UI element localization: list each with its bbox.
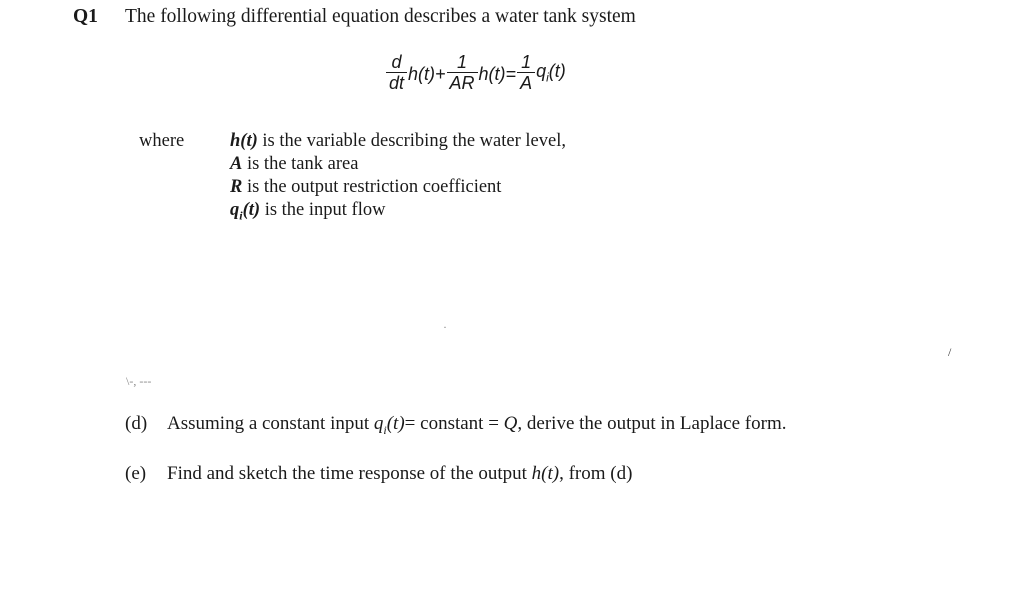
part-label: (e) bbox=[125, 463, 147, 484]
part-text-post: , derive the output in Laplace form. bbox=[517, 413, 787, 434]
part-variable-tail: (t) bbox=[386, 413, 405, 434]
derivative-numerator: d bbox=[391, 51, 402, 72]
definition-symbol-tail: (t) bbox=[242, 200, 261, 220]
part-text-mid: = constant = bbox=[404, 413, 504, 434]
definition-a bbox=[230, 154, 358, 175]
scan-artifact-center: · bbox=[443, 320, 447, 334]
fraction-ar-numerator: 1 bbox=[457, 51, 468, 72]
definition-h bbox=[230, 131, 566, 152]
definition-qi bbox=[230, 200, 385, 224]
part-variable-subscript: i bbox=[383, 422, 387, 437]
fraction-one-over-a bbox=[517, 52, 535, 93]
part-d bbox=[125, 413, 786, 438]
part-constant: Q bbox=[503, 413, 518, 434]
definition-symbol-q: q bbox=[230, 200, 240, 220]
part-variable-q: q bbox=[373, 413, 384, 434]
definition-text: is the tank area bbox=[242, 154, 359, 174]
equation-q-subscript: i bbox=[546, 70, 549, 85]
derivative-denominator: dt bbox=[386, 72, 407, 93]
part-text-pre: Assuming a constant input bbox=[167, 413, 374, 434]
derivative-operator bbox=[386, 52, 407, 93]
part-e bbox=[125, 463, 632, 485]
equation-term-h: h(t)+ bbox=[408, 64, 446, 84]
question-number: Q1 bbox=[73, 6, 98, 27]
fraction-a-denominator: A bbox=[517, 72, 535, 93]
equation-q: q bbox=[536, 60, 547, 81]
where-label: where bbox=[139, 131, 185, 151]
definition-symbol: R bbox=[230, 177, 243, 197]
question-intro: The following differential equation describes a water tank system bbox=[125, 6, 636, 27]
definition-text: is the output restriction coefficient bbox=[242, 177, 502, 197]
part-text-post: , from (d) bbox=[559, 463, 633, 484]
part-variable: h(t) bbox=[531, 463, 560, 484]
equation-term-qi bbox=[536, 61, 566, 88]
differential-equation bbox=[385, 44, 566, 100]
definition-symbol: h(t) bbox=[230, 131, 258, 151]
fraction-one-over-ar bbox=[447, 52, 478, 93]
part-variable bbox=[373, 413, 405, 437]
part-label: (d) bbox=[125, 413, 148, 434]
scan-artifact-left: \-, --- bbox=[126, 374, 152, 388]
equation-term-h-equals: h(t)= bbox=[478, 64, 517, 84]
fraction-a-numerator: 1 bbox=[521, 51, 532, 72]
part-text-pre: Find and sketch the time response of the output bbox=[167, 463, 532, 484]
scan-artifact-right: / bbox=[948, 345, 952, 359]
definition-symbol bbox=[230, 200, 261, 223]
fraction-ar-denominator: AR bbox=[447, 72, 478, 93]
definition-symbol: A bbox=[230, 154, 243, 174]
equation-q-arg: (t) bbox=[548, 60, 566, 81]
definition-r bbox=[230, 177, 501, 198]
definition-text: is the input flow bbox=[260, 200, 386, 220]
definition-text: is the variable describing the water level, bbox=[257, 131, 566, 151]
definition-symbol-subscript: i bbox=[239, 208, 243, 223]
